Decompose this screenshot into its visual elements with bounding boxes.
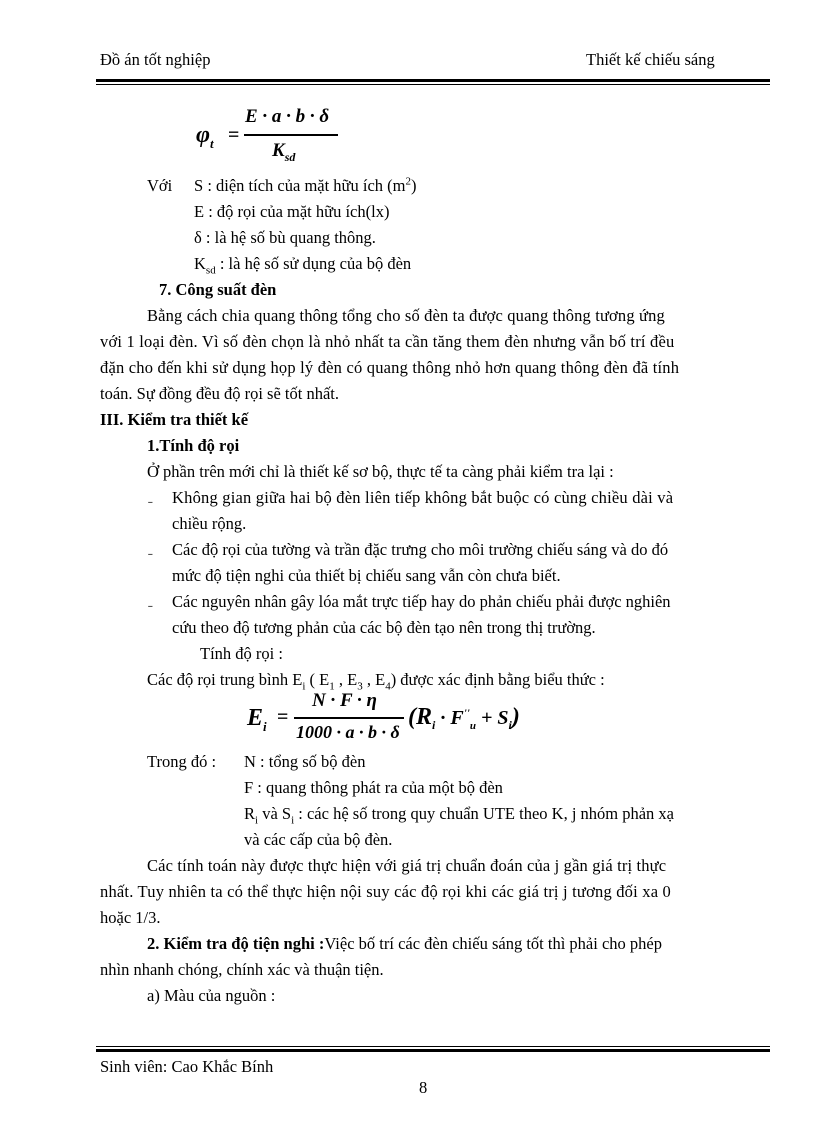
section7-heading: 7. Công suất đèn <box>159 280 277 299</box>
footer-rule-thick <box>96 1049 770 1052</box>
section2-line1: 2. Kiểm tra độ tiện nghi :Việc bố trí các đèn chiếu sáng tốt thì phải cho phép <box>147 934 662 953</box>
definition-delta: δ : là hệ số bù quang thông. <box>194 228 376 247</box>
bullet-dash: ˍ <box>148 542 153 557</box>
formula2-rhs: $(R_i \cdot F''_u + S_i)$ <box>408 704 520 732</box>
header-rule-thin <box>96 84 770 85</box>
section2-line2: nhìn nhanh chóng, chính xác và thuận tiện. <box>100 960 384 979</box>
bullet3-line1: Các nguyên nhân gây lóa mắt trực tiếp hay do phản chiếu phải được nghiên <box>172 592 671 611</box>
section7-line1: Bằng cách chia quang thông tổng cho số đèn ta được quang thông tương ứng <box>147 306 665 325</box>
bullet1-line2: chiều rộng. <box>172 514 247 533</box>
section7-line4: toán. Sự đồng đều độ rọi sẽ tốt nhất. <box>100 384 340 403</box>
calc-label: Tính độ rọi : <box>200 644 283 663</box>
section2-heading: 2. Kiểm tra độ tiện nghi : <box>147 934 325 953</box>
avg-illuminance-line: Các độ rọi trung bình $E_i$ ( $E_1$ , $E_3$ , $E_4$) được xác định bằng biểu thức : <box>147 670 605 693</box>
formula2-denominator: 1000 · a · b · δ <box>296 722 400 742</box>
paragraph2-line2: nhất. Tuy nhiên ta có thể thực hiện nội suy các độ rọi khi các giá trị j tương đối xa 0 <box>100 882 671 901</box>
paragraph2-line1: Các tính toán này được thực hiện với giá trị chuẩn đoán của j gần giá trị thực <box>147 856 667 875</box>
header-left: Đồ án tốt nghiệp <box>100 50 211 69</box>
definition-s: S : diện tích của mặt hữu ích $(m^2)$ <box>194 175 417 195</box>
header-rule-thick <box>96 79 770 82</box>
section3-heading: III. Kiểm tra thiết kế <box>100 410 249 429</box>
formula1-denominator: $K_{sd}$ <box>272 140 296 164</box>
bullet2-line2: mức độ tiện nghi của thiết bị chiếu sang vẫn còn chưa biết. <box>172 566 561 585</box>
header-right: Thiết kế chiếu sáng <box>586 50 715 69</box>
definitions-intro: Với <box>147 176 173 195</box>
bullet-dash: ˍ <box>148 594 153 609</box>
formula1-fraction-line <box>244 134 338 136</box>
phi-symbol: φ <box>196 122 211 148</box>
footer-student: Sinh viên: Cao Khắc Bính <box>100 1057 274 1076</box>
page-number: 8 <box>419 1078 428 1097</box>
where-f: F : quang thông phát ra của một bộ đèn <box>244 778 503 797</box>
where-n: N : tổng số bộ đèn <box>244 752 366 771</box>
formula2-numerator: N · F · η <box>312 690 377 711</box>
formula2-fraction-line <box>294 717 404 719</box>
formula1-numerator: E · a · b · δ <box>245 106 330 127</box>
definition-ksd: $K_{sd}$ : là hệ số sử dụng của bộ đèn <box>194 254 412 277</box>
where-r-line2: và các cấp của bộ đèn. <box>244 830 393 849</box>
bullet1-line1: Không gian giữa hai bộ đèn liên tiếp không bắt buộc có cùng chiều dài và <box>172 488 674 507</box>
paragraph2-line3: hoặc 1/3. <box>100 908 161 927</box>
section2-sub-a: a) Màu của nguồn : <box>147 986 276 1005</box>
section7-line3: đặn cho đến khi sử dụng họp lý đèn có quang thông nhỏ hơn quang thông đèn đã tính <box>100 358 680 377</box>
section7-line2: với 1 loại đèn. Vì số đèn chọn là nhỏ nhất ta cần tăng them đèn nhưng vẫn bố trí đều <box>100 332 675 351</box>
where-label: Trong đó : <box>147 752 217 771</box>
footer-rule-thin <box>96 1046 770 1047</box>
bullet3-line2: cứu theo độ tương phản của các bộ đèn tạo nên trong thị trường. <box>172 618 596 637</box>
where-r: $R_i$ và $S_i$ : các hệ số trong quy chuẩn UTE theo K, j nhóm phản xạ <box>244 804 675 827</box>
bullet-dash: ˍ <box>148 490 153 505</box>
definition-e: E : độ rọi của mặt hữu ích(lx) <box>194 202 390 221</box>
bullet2-line1: Các độ rọi của tường và trần đặc trưng cho môi trường chiếu sáng và do đó <box>172 540 669 559</box>
section3-intro: Ở phần trên mới chỉ là thiết kế sơ bộ, thực tế ta càng phải kiểm tra lại : <box>147 462 614 481</box>
section3-sub1: 1.Tính độ rọi <box>147 436 240 455</box>
